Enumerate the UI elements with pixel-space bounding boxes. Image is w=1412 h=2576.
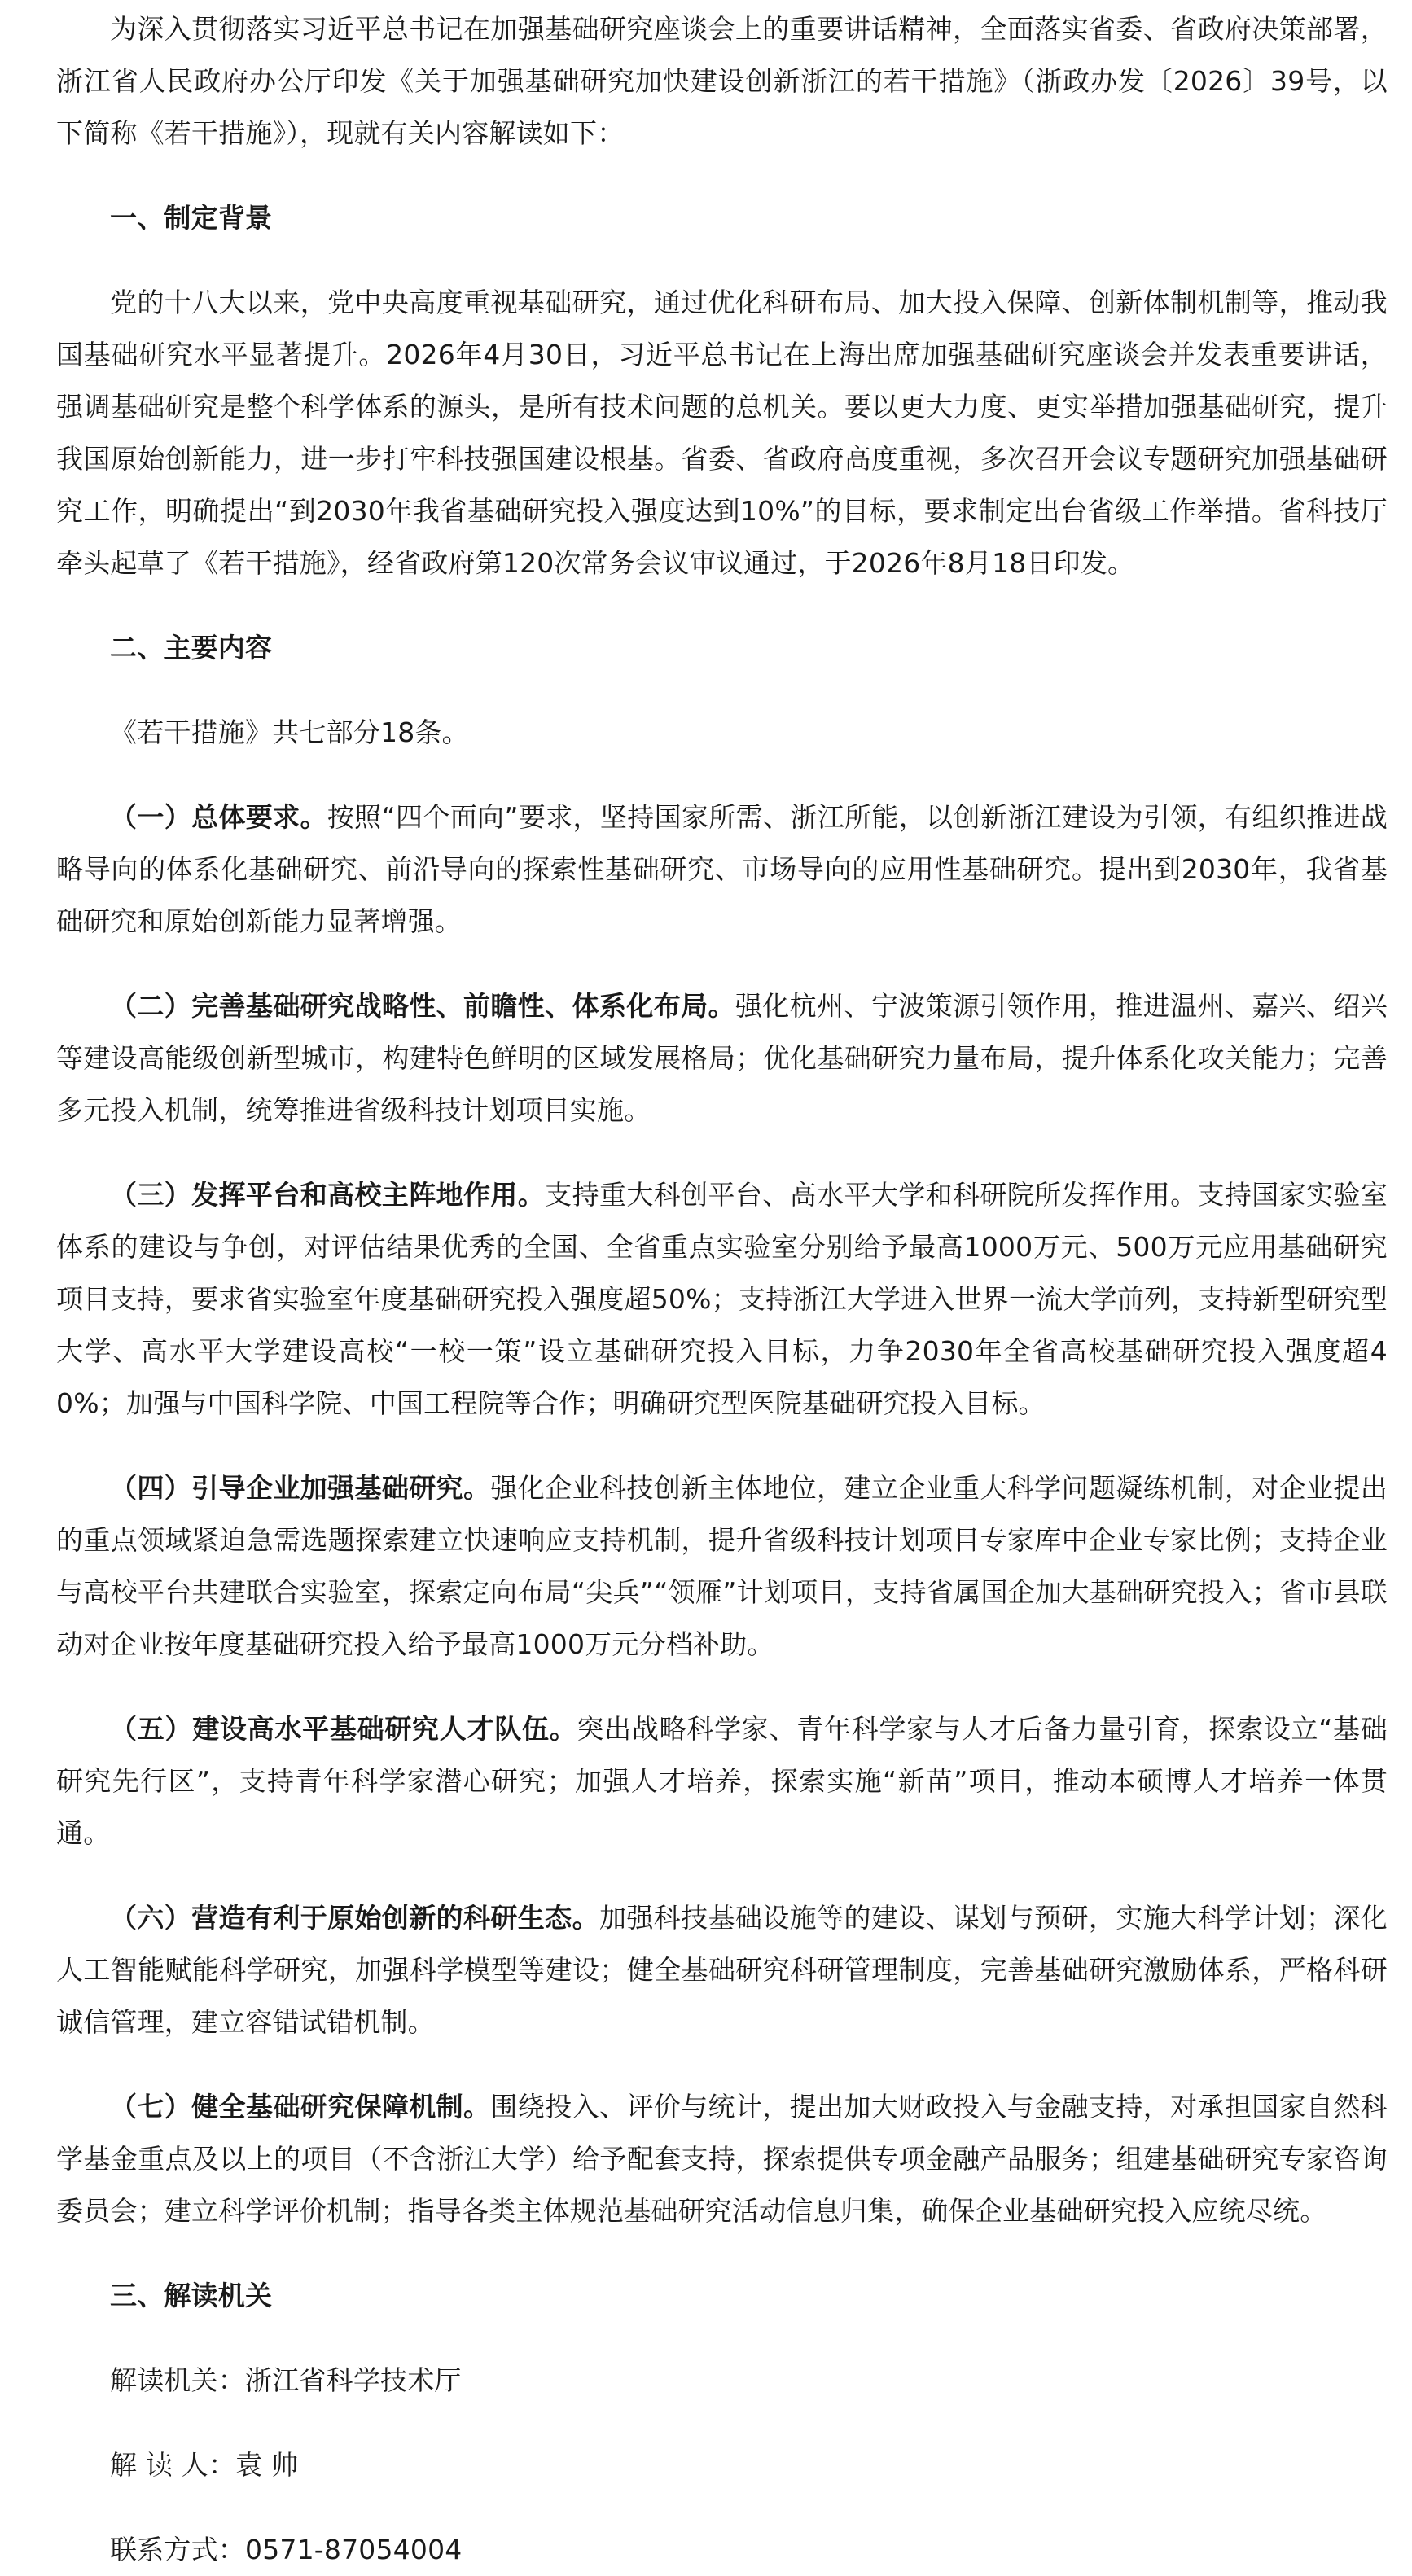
interpretation-contact: 联系方式：0571-87054004 [110,2534,463,2565]
content-item-7 [56,2081,1388,2237]
content-item-text: 强化企业科技创新主体地位，建立企业重大科学问题凝练机制，对企业提出的重点领域紧迫急需选题探索建立快速响应支持机制，提升省级科技计划项目专家库中企业专家比例；支持企业与高校平台共建联合实验室，探索定向布局“尖兵”“领雁”计划项目，支持省属国企加大基础研究投入；省市县联动对企业按年度基础研究投入给予最高1000万元分档补助。 [56,1472,1388,1660]
document-body [0,3,1412,2576]
content-item-text: 围绕投入、评价与统计，提出加大财政投入与金融支持，对承担国家自然科学基金重点及以上的项目（不含浙江大学）给予配套支持，探索提供专项金融产品服务；组建基础研究专家咨询委员会；建立科学评价机制；指导各类主体规范基础研究活动信息归集，确保企业基础研究投入应统尽统。 [56,2091,1388,2227]
section-heading-content: 二、主要内容 [110,632,273,664]
content-item-title: （四）引导企业加强基础研究。 [110,1472,491,1504]
content-item-title: （六）营造有利于原始创新的科研生态。 [110,1902,599,1934]
content-item-6 [56,1892,1388,2048]
content-item-text: 按照“四个面向”要求，坚持国家所需、浙江所能，以创新浙江建设为引领，有组织推进战略导向的体系化基础研究、前沿导向的探索性基础研究、市场导向的应用性基础研究。提出到2030年，我省基础研究和原始创新能力显著增强。 [56,801,1388,937]
content-item-title: （七）健全基础研究保障机制。 [110,2091,491,2123]
interpretation-agency: 解读机关：浙江省科学技术厅 [110,2364,462,2396]
content-item-title: （一）总体要求。 [110,801,327,833]
content-item-text: 突出战略科学家、青年科学家与人才后备力量引育，探索设立“基础研究先行区”，支持青年科学家潜心研究；加强人才培养，探索实施“新苗”项目，推动本硕博人才培养一体贯通。 [56,1713,1388,1849]
content-item-2 [56,980,1388,1137]
content-item-title: （二）完善基础研究战略性、前瞻性、体系化布局。 [110,990,735,1022]
content-item-title: （五）建设高水平基础研究人才队伍。 [110,1713,577,1745]
interpretation-person: 解 读 人：袁 帅 [110,2449,299,2481]
section-heading-interpretation: 三、解读机关 [110,2280,273,2311]
content-item-title: （三）发挥平台和高校主阵地作用。 [110,1179,546,1211]
section-heading-background: 一、制定背景 [110,202,273,234]
intro-paragraph: 为深入贯彻落实习近平总书记在加强基础研究座谈会上的重要讲话精神，全面落实省委、省政府决策部署，浙江省人民政府办公厅印发《关于加强基础研究加快建设创新浙江的若干措施》（浙政办发〔2026〕39号，以下简称《若干措施》），现就有关内容解读如下： [56,13,1388,149]
content-item-1 [56,791,1388,948]
background-paragraph: 党的十八大以来，党中央高度重视基础研究，通过优化科研布局、加大投入保障、创新体制机制等，推动我国基础研究水平显著提升。2026年4月30日，习近平总书记在上海出席加强基础研究座谈会并发表重要讲话，强调基础研究是整个科学体系的源头，是所有技术问题的总机关。要以更大力度、更实举措加强基础研究，提升我国原始创新能力，进一步打牢科技强国建设根基。省委、省政府高度重视，多次召开会议专题研究加强基础研究工作，明确提出“到2030年我省基础研究投入强度达到10%”的目标，要求制定出台省级工作举措。省科技厅牵头起草了《若干措施》，经省政府第120次常务会议审议通过，于2026年8月18日印发。 [56,287,1388,579]
content-summary: 《若干措施》共七部分18条。 [110,716,469,748]
content-item-3 [56,1169,1388,1430]
content-item-5 [56,1703,1388,1860]
content-item-text: 加强科技基础设施等的建设、谋划与预研，实施大科学计划；深化人工智能赋能科学研究，加强科学模型等建设；健全基础研究科研管理制度，完善基础研究激励体系，严格科研诚信管理，建立容错试错机制。 [56,1902,1388,2038]
content-item-4 [56,1462,1388,1671]
content-item-text: 强化杭州、宁波策源引领作用，推进温州、嘉兴、绍兴等建设高能级创新型城市，构建特色鲜明的区域发展格局；优化基础研究力量布局，提升体系化攻关能力；完善多元投入机制，统筹推进省级科技计划项目实施。 [56,990,1388,1126]
content-item-text: 支持重大科创平台、高水平大学和科研院所发挥作用。支持国家实验室体系的建设与争创，对评估结果优秀的全国、全省重点实验室分别给予最高1000万元、500万元应用基础研究项目支持，要求省实验室年度基础研究投入强度超50%；支持浙江大学进入世界一流大学前列，支持新型研究型大学、高水平大学建设高校“一校一策”设立基础研究投入目标，力争2030年全省高校基础研究投入强度超40%；加强与中国科学院、中国工程院等合作；明确研究型医院基础研究投入目标。 [56,1179,1388,1419]
